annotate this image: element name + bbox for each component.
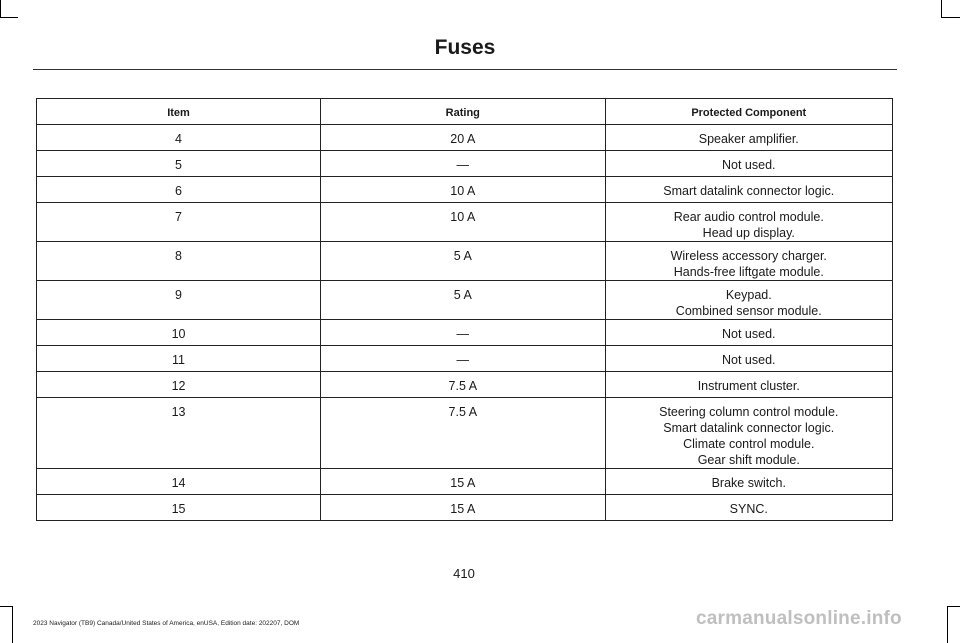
cell-item: 14 bbox=[37, 469, 321, 495]
table-row bbox=[37, 125, 893, 151]
component-line: Not used. bbox=[722, 158, 776, 172]
cell-item: 12 bbox=[37, 372, 321, 398]
component-line: Not used. bbox=[722, 327, 776, 341]
cell-rating: — bbox=[321, 320, 605, 346]
fuse-table-body bbox=[37, 125, 893, 521]
crop-mark-bottom-left-h bbox=[0, 606, 13, 607]
cell-item: 4 bbox=[37, 125, 321, 151]
cell-item: 5 bbox=[37, 151, 321, 177]
footer-edition-info: 2023 Navigator (TB9) Canada/United States of America, enUSA, Edition date: 202207, DOM bbox=[33, 620, 300, 627]
cell-rating: 10 A bbox=[321, 177, 605, 203]
component-line: Instrument cluster. bbox=[697, 379, 800, 393]
title-divider bbox=[33, 69, 897, 70]
cell-protected-component bbox=[605, 372, 892, 398]
component-line: Keypad. bbox=[725, 288, 772, 302]
watermark: carmanualsonline.info bbox=[696, 608, 902, 629]
table-row bbox=[37, 398, 893, 469]
table-row bbox=[37, 203, 893, 242]
cell-rating: 10 A bbox=[321, 203, 605, 242]
cell-protected-component bbox=[605, 203, 892, 242]
cell-protected-component bbox=[605, 469, 892, 495]
table-row bbox=[37, 495, 893, 521]
cell-rating: 20 A bbox=[321, 125, 605, 151]
cell-rating: — bbox=[321, 346, 605, 372]
crop-mark-bottom-right-v bbox=[947, 606, 948, 643]
component-line: Combined sensor module. bbox=[675, 304, 822, 318]
cell-protected-component bbox=[605, 398, 892, 469]
component-line: Gear shift module. bbox=[697, 453, 800, 467]
crop-mark-top-right-h bbox=[941, 17, 960, 18]
table-row bbox=[37, 469, 893, 495]
component-line: Steering column control module. bbox=[659, 405, 839, 419]
table-row bbox=[37, 281, 893, 320]
column-header-protected-component: Protected Component bbox=[605, 99, 892, 125]
cell-protected-component bbox=[605, 281, 892, 320]
cell-item: 15 bbox=[37, 495, 321, 521]
cell-item: 9 bbox=[37, 281, 321, 320]
crop-mark-bottom-right-h bbox=[947, 606, 960, 607]
component-line: Smart datalink connector logic. bbox=[663, 421, 835, 435]
component-line: Climate control module. bbox=[683, 437, 815, 451]
table-row bbox=[37, 320, 893, 346]
fuse-table bbox=[36, 98, 893, 521]
cell-rating: 15 A bbox=[321, 469, 605, 495]
cell-protected-component bbox=[605, 320, 892, 346]
cell-rating: — bbox=[321, 151, 605, 177]
cell-rating: 5 A bbox=[321, 281, 605, 320]
cell-protected-component bbox=[605, 346, 892, 372]
component-line: Speaker amplifier. bbox=[698, 132, 799, 146]
component-line: Smart datalink connector logic. bbox=[663, 184, 835, 198]
cell-protected-component bbox=[605, 495, 892, 521]
cell-rating: 7.5 A bbox=[321, 398, 605, 469]
cell-rating: 15 A bbox=[321, 495, 605, 521]
cell-protected-component bbox=[605, 151, 892, 177]
component-line: Head up display. bbox=[702, 226, 795, 240]
crop-mark-top-right-v bbox=[941, 0, 942, 18]
cell-item: 10 bbox=[37, 320, 321, 346]
table-row bbox=[37, 372, 893, 398]
component-line: Hands-free liftgate module. bbox=[673, 265, 824, 279]
table-row bbox=[37, 151, 893, 177]
table-row bbox=[37, 346, 893, 372]
page-title: Fuses bbox=[434, 36, 496, 59]
cell-rating: 7.5 A bbox=[321, 372, 605, 398]
table-row bbox=[37, 177, 893, 203]
cell-item: 6 bbox=[37, 177, 321, 203]
cell-rating: 5 A bbox=[321, 242, 605, 281]
column-header-item: Item bbox=[37, 99, 321, 125]
cell-protected-component bbox=[605, 177, 892, 203]
component-line: SYNC. bbox=[729, 502, 768, 516]
cell-protected-component bbox=[605, 242, 892, 281]
cell-item: 7 bbox=[37, 203, 321, 242]
component-line: Rear audio control module. bbox=[673, 210, 824, 224]
cell-item: 8 bbox=[37, 242, 321, 281]
crop-mark-bottom-left-v bbox=[12, 606, 13, 643]
component-line: Not used. bbox=[722, 353, 776, 367]
cell-protected-component bbox=[605, 125, 892, 151]
table-header-row bbox=[37, 99, 893, 125]
crop-mark-top-left-v bbox=[0, 0, 1, 18]
column-header-rating: Rating bbox=[321, 99, 605, 125]
table-row bbox=[37, 242, 893, 281]
component-line: Brake switch. bbox=[711, 476, 786, 490]
crop-mark-top-left-h bbox=[0, 17, 18, 18]
component-line: Wireless accessory charger. bbox=[670, 249, 827, 263]
cell-item: 13 bbox=[37, 398, 321, 469]
page-number: 410 bbox=[453, 566, 475, 581]
cell-item: 11 bbox=[37, 346, 321, 372]
